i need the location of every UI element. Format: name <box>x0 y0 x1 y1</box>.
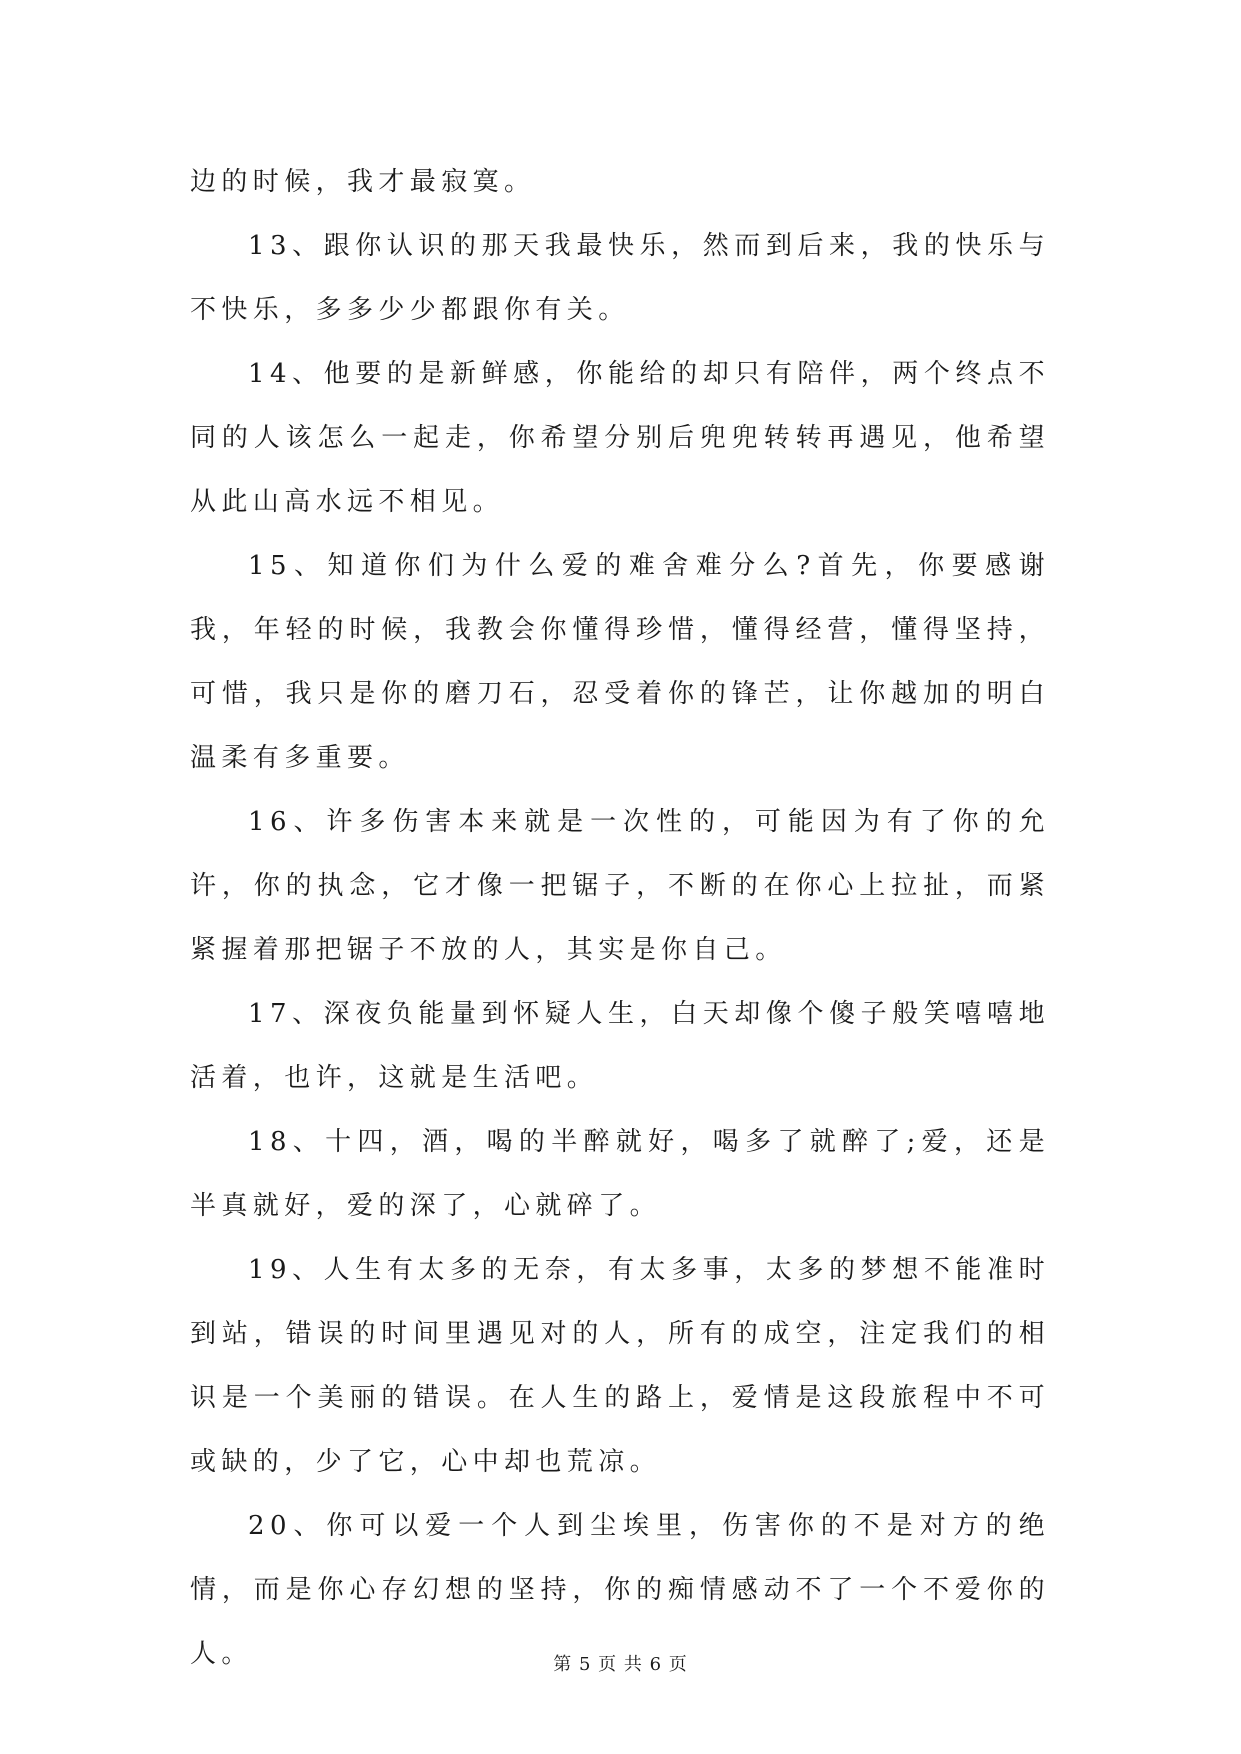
paragraph-13: 13、跟你认识的那天我最快乐，然而到后来，我的快乐与不快乐，多多少少都跟你有关。 <box>190 231 1050 325</box>
paragraph-18: 18、十四，酒，喝的半醉就好，喝多了就醉了;爱，还是半真就好，爱的深了，心就碎了。 <box>190 1127 1050 1221</box>
paragraph-15: 15、知道你们为什么爱的难舍难分么?首先，你要感谢我，年轻的时候，我教会你懂得珍惜，懂得经营，懂得坚持，可惜，我只是你的磨刀石，忍受着你的锋芒，让你越加的明白温柔有多重要。 <box>190 551 1050 773</box>
paragraph-19: 19、人生有太多的无奈，有太多事，太多的梦想不能准时到站，错误的时间里遇见对的人，所有的成空，注定我们的相识是一个美丽的错误。在人生的路上，爱情是这段旅程中不可或缺的，少了它，心中却也荒凉。 <box>190 1255 1050 1477</box>
continuation-paragraph: 边的时候，我才最寂寞。 <box>190 167 536 197</box>
document-body <box>190 150 1050 1686</box>
paragraph-16: 16、许多伤害本来就是一次性的，可能因为有了你的允许，你的执念，它才像一把锯子，不断的在你心上拉扯，而紧紧握着那把锯子不放的人，其实是你自己。 <box>190 807 1050 965</box>
paragraph-17: 17、深夜负能量到怀疑人生，白天却像个傻子般笑嘻嘻地活着，也许，这就是生活吧。 <box>190 999 1050 1093</box>
paragraph-20: 20、你可以爱一个人到尘埃里，伤害你的不是对方的绝情，而是你心存幻想的坚持，你的痴情感动不了一个不爱你的人。 <box>190 1511 1050 1669</box>
page-footer: 第 5 页 共 6 页 <box>553 1654 688 1675</box>
paragraph-14: 14、他要的是新鲜感，你能给的却只有陪伴，两个终点不同的人该怎么一起走，你希望分别后兜兜转转再遇见，他希望从此山高水远不相见。 <box>190 359 1050 517</box>
